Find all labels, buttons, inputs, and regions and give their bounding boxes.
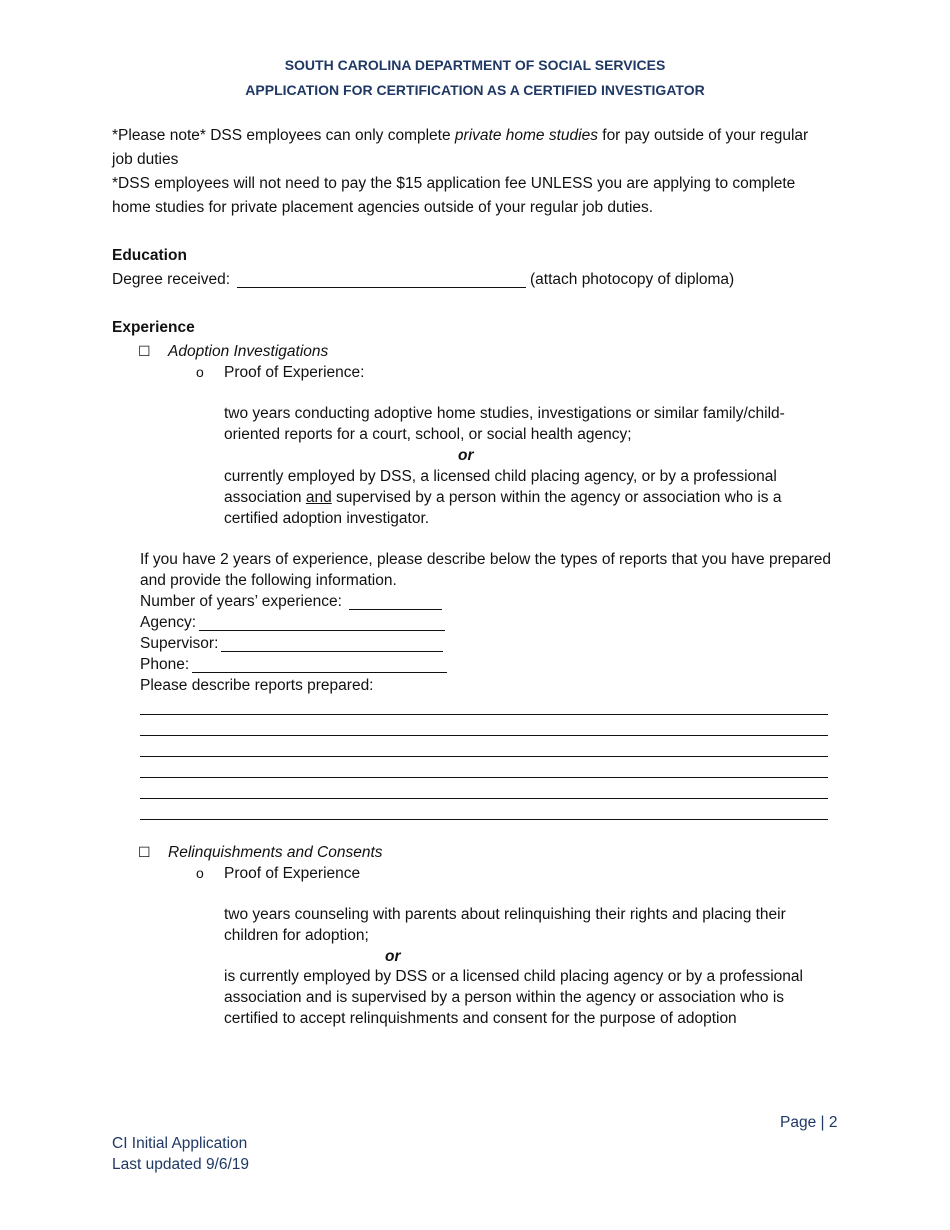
adoption-para2-line3: certified adoption investigator. [224,510,430,527]
relinquishments-checkbox[interactable]: ☐ [138,844,151,860]
form-title: APPLICATION FOR CERTIFICATION AS A CERTIFIED INVESTIGATOR [245,82,705,98]
education-heading: Education [112,247,187,264]
note-1-line2: job duties [112,151,179,168]
footer-doc-name: CI Initial Application [112,1135,248,1152]
degree-field[interactable] [237,287,526,288]
adoption-para1-line1: two years conducting adoptive home studies, investigations or similar family/child- [224,405,785,422]
adoption-title: Adoption Investigations [168,343,329,360]
relinquishments-para2-line3: certified to accept relinquishments and consent for the purpose of adoption [224,1010,737,1027]
describe-line[interactable] [140,819,828,820]
years-field[interactable] [349,609,442,610]
adoption-para1-line2: oriented reports for a court, school, or social health agency; [224,426,632,443]
describe-label: Please describe reports prepared: [140,677,374,694]
adoption-checkbox[interactable]: ☐ [138,343,151,359]
agency-title: SOUTH CAROLINA DEPARTMENT OF SOCIAL SERVICES [284,57,666,73]
describe-line[interactable] [140,798,828,799]
degree-label: Degree received: [112,271,231,288]
relinquishments-proof-label: Proof of Experience [224,865,361,882]
note-2-line1: *DSS employees will not need to pay the $15 application fee UNLESS you are applying to complete [112,175,796,192]
intro-line2: and provide the following information. [140,572,397,589]
years-label: Number of years’ experience: [140,593,342,610]
experience-heading: Experience [112,319,195,336]
describe-line[interactable] [140,735,828,736]
supervisor-field[interactable] [221,651,443,652]
footer-updated: Last updated 9/6/19 [112,1156,250,1173]
relinquishments-para2-line2: association and is supervised by a person within the agency or association who is [224,989,785,1006]
degree-hint: (attach photocopy of diploma) [530,271,735,288]
note-2-line2: home studies for private placement agencies outside of your regular job duties. [112,199,654,216]
relinquishments-para2-line1: is currently employed by DSS or a licensed child placing agency or by a professional [224,968,803,985]
agency-field[interactable] [199,630,445,631]
phone-field[interactable] [192,672,447,673]
phone-label: Phone: [140,656,190,673]
relinquishments-para1-line1: two years counseling with parents about relinquishing their rights and placing their [224,906,786,923]
intro-line1: If you have 2 years of experience, please describe below the types of reports that you have prepared [140,551,832,568]
adoption-para2-line1: currently employed by DSS, a licensed child placing agency, or by a professional [224,468,777,485]
note-1: *Please note* DSS employees can only complete private home studies for pay outside of your regular [112,127,809,144]
adoption-proof-label: Proof of Experience: [224,364,365,381]
adoption-or: or [458,447,474,464]
agency-label: Agency: [140,614,197,631]
bullet-icon: o [196,364,204,380]
describe-line[interactable] [140,714,828,715]
relinquishments-or: or [385,948,401,965]
adoption-para2-line2: association and supervised by a person within the agency or association who is a [224,489,782,506]
describe-line[interactable] [140,777,828,778]
page-number: Page | 2 [780,1114,838,1131]
describe-line[interactable] [140,756,828,757]
bullet-icon: o [196,865,204,881]
supervisor-label: Supervisor: [140,635,219,652]
relinquishments-para1-line2: children for adoption; [224,927,369,944]
relinquishments-title: Relinquishments and Consents [168,844,383,861]
